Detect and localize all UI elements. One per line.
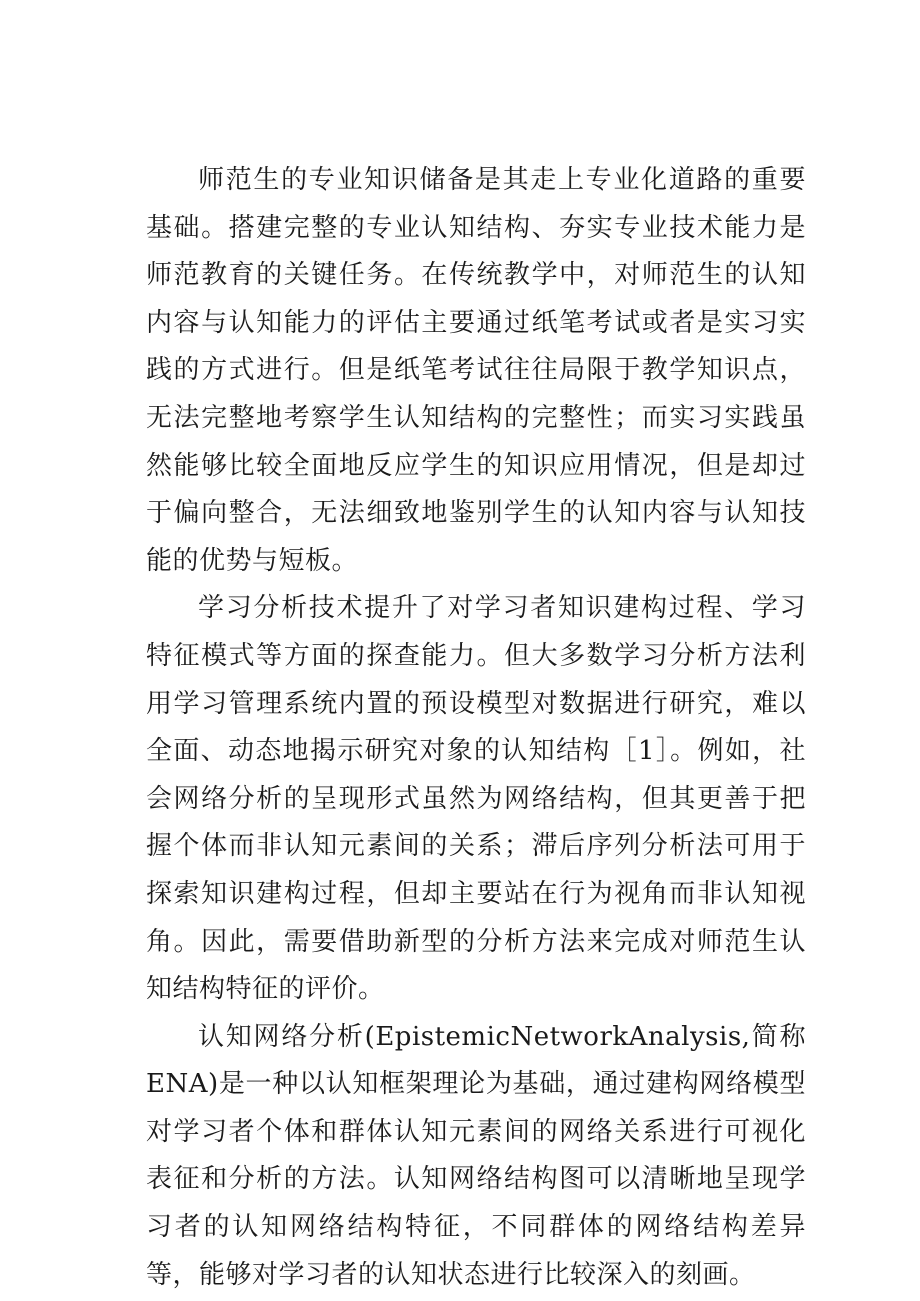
document-body [146,157,806,1299]
paragraph-3: 认知网络分析(EpistemicNetworkAnalysis,简称ENA)是一种以认知框架理论为基础，通过建构网络模型对学习者个体和群体认知元素间的网络关系进行可视化表征和分析的方法。认知网络结构图可以清晰地呈现学习者的认知网络结构特征，不同群体的网络结构差异等，能够对学习者的认知状态进行比较深入的刻画。 [146,1021,806,1290]
paragraph-2: 学习分析技术提升了对学习者知识建构过程、学习特征模式等方面的探查能力。但大多数学习分析方法利用学习管理系统内置的预设模型对数据进行研究，难以全面、动态地揭示研究对象的认知结构［1］。例如，社会网络分析的呈现形式虽然为网络结构，但其更善于把握个体而非认知元素间的关系；滞后序列分析法可用于探索知识建构过程，但却主要站在行为视角而非认知视角。因此，需要借助新型的分析方法来完成对师范生认知结构特征的评价。 [146,593,806,1005]
paragraph-1: 师范生的专业知识储备是其走上专业化道路的重要基础。搭建完整的专业认知结构、夯实专业技术能力是师范教育的关键任务。在传统教学中，对师范生的认知内容与认知能力的评估主要通过纸笔考试或者是实习实践的方式进行。但是纸笔考试往往局限于教学知识点，无法完整地考察学生认知结构的完整性；而实习实践虽然能够比较全面地反应学生的知识应用情况，但是却过于偏向整合，无法细致地鉴别学生的认知内容与认知技能的优势与短板。 [146,165,806,576]
